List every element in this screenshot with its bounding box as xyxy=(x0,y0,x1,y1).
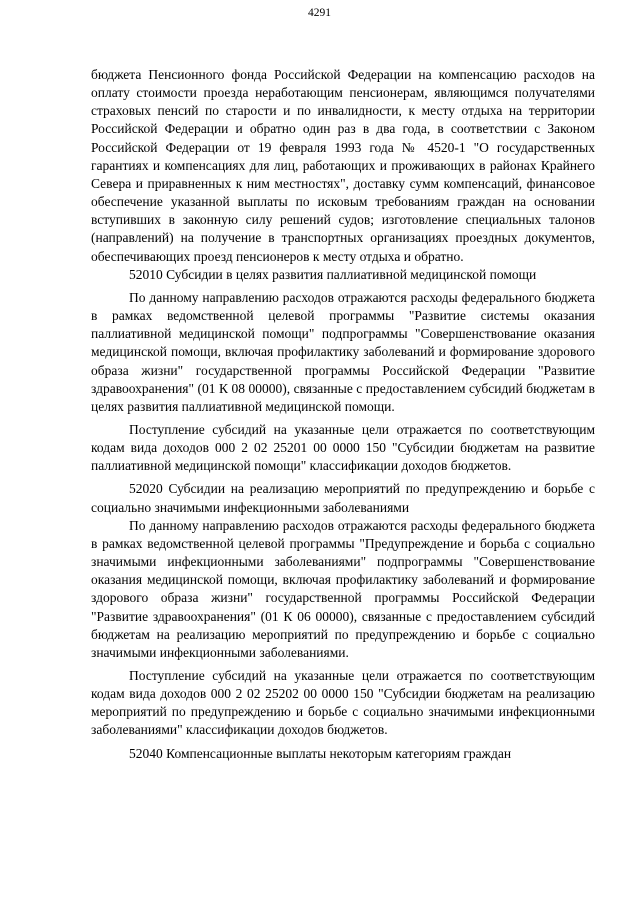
paragraph-6: По данному направлению расходов отражаются расходы федерального бюджета в рамках ведомственной целевой программы "Предупреждение и борьба с социально значимыми инфекционными заболеваниями" подпрограммы "Совершенствование оказания медицинской помощи, включая профилактику заболеваний и формирование здорового образа жизни" государственной программы Российской Федерации "Развитие здравоохранения" (01 К 06 00000), связанные с предоставлением субсидий бюджетам на реализацию мероприятий по предупреждению и борьбе с социально значимыми инфекционными заболеваниями. xyxy=(91,517,595,660)
paragraph-3: По данному направлению расходов отражаются расходы федерального бюджета в рамках ведомственной целевой программы "Развитие системы оказания паллиативной медицинской помощи" подпрограммы "Совершенствование оказания медицинской помощи, включая профилактику заболеваний и формирование здорового образа жизни" государственной программы Российской Федерации "Развитие здравоохранения" (01 К 08 00000), связанные с предоставлением субсидий бюджетам в целях развития паллиативной медицинской помощи. xyxy=(91,289,595,414)
section-heading-52040: 52040 Компенсационные выплаты некоторым категориям граждан xyxy=(129,745,512,761)
section-heading-52010: 52010 Субсидии в целях развития паллиативной медицинской помощи xyxy=(129,266,537,282)
paragraph-4: Поступление субсидий на указанные цели отражается по соответствующим кодам вида доходов 000 2 02 25201 00 0000 150 "Субсидии бюджетам на развитие паллиативной медицинской помощи" классификации доходов бюджетов. xyxy=(91,421,595,474)
document-body xyxy=(91,66,595,763)
section-heading-52020: 52020 Субсидии на реализацию мероприятий по предупреждению и борьбе с социально значимыми инфекционными заболеваниями xyxy=(91,481,595,515)
paragraph-7: Поступление субсидий на указанные цели отражается по соответствующим кодам вида доходов 000 2 02 25202 00 0000 150 "Субсидии бюджетам на реализацию мероприятий по предупреждению и борьбе с социально значимыми инфекционными заболеваниями" классификации доходов бюджетов. xyxy=(91,668,595,738)
page-number: 4291 xyxy=(308,7,331,19)
paragraph-1: бюджета Пенсионного фонда Российской Федерации на компенсацию расходов на оплату стоимости проезда неработающим пенсионерам, являющимся получателями страховых пенсий по старости и по инвалидности, к месту отдыха на территории Российской Федерации и обратно один раз в два года, в соответствии с Законом Российской Федерации от 19 февраля 1993 года № 4520-1 "О государственных гарантиях и компенсациях для лиц, работающих и проживающих в районах Крайнего Севера и приравненных к ним местностях", доставку сумм компенсаций, финансовое обеспечение указанной выплаты по исковым требованиям граждан на основании вступивших в законную силу решений судов; изготовление специальных талонов (направлений) на получение в транспортных организациях проездных документов, обеспечивающих проезд пенсионеров к месту отдыха и обратно. xyxy=(91,67,595,264)
